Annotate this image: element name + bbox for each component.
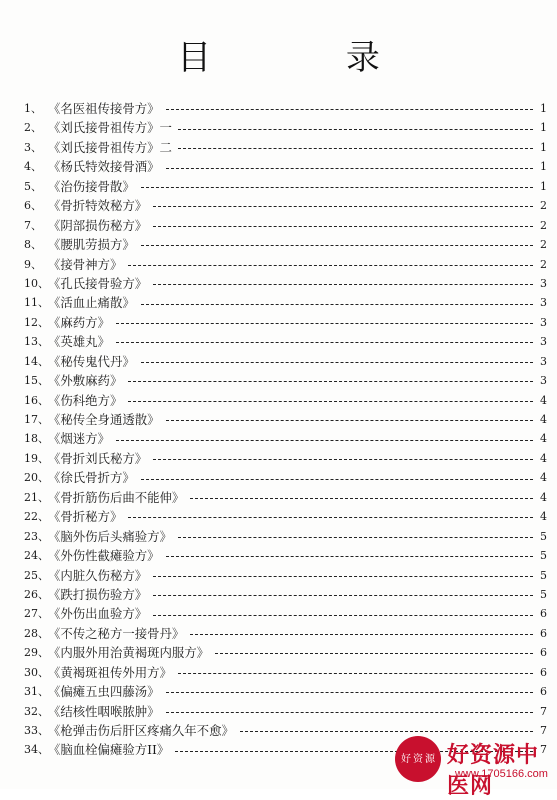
toc-entry-title: 《接骨神方》 [48, 256, 123, 272]
toc-entry-number: 21、 [24, 490, 49, 504]
seal-logo [395, 736, 441, 782]
toc-entry-title: 《腰肌劳损方》 [48, 237, 135, 253]
toc-entry-title: 《结核性咽喉脓肿》 [48, 703, 160, 719]
toc-entry-number: 12、 [24, 315, 49, 329]
dotted-leader [128, 265, 533, 266]
toc-entry[interactable] [24, 624, 547, 643]
dotted-leader [153, 206, 533, 207]
seal-char: 源 [425, 753, 435, 765]
toc-entry-title: 《骨折刘氏秘方》 [48, 450, 148, 466]
toc-entry-page: 1 [540, 121, 547, 135]
watermark-site-name: 好资源中医网 [447, 743, 540, 799]
toc-entry[interactable] [24, 585, 547, 604]
toc-entry[interactable] [24, 604, 547, 623]
toc-entry[interactable] [24, 488, 547, 507]
dotted-leader [116, 440, 533, 441]
dotted-leader [178, 129, 533, 130]
dotted-leader [153, 226, 533, 227]
toc-entry-number: 19、 [24, 451, 49, 465]
dotted-leader [153, 459, 533, 460]
dotted-leader [141, 304, 533, 305]
toc-entry-page: 7 [540, 743, 547, 757]
toc-entry-page: 1 [540, 160, 547, 174]
watermark-url: www.1705166.com [455, 768, 548, 780]
toc-entry-title: 《脑血栓偏瘫验方II》 [48, 742, 170, 758]
toc-entry[interactable] [24, 313, 547, 332]
dotted-leader [153, 595, 533, 596]
dotted-leader [178, 537, 533, 538]
toc-entry-title: 《枪弹击伤后肝区疼痛久年不愈》 [48, 723, 234, 738]
toc-entry-title: 《不传之秘方一接骨丹》 [48, 625, 185, 641]
toc-entry-title: 《徐氏骨折方》 [48, 470, 135, 486]
toc-entry-page: 2 [540, 199, 547, 213]
toc-entry-title: 《伤科绝方》 [48, 392, 123, 408]
toc-entry-title: 《脑外伤后头痛验方》 [48, 528, 172, 544]
toc-entry[interactable] [24, 643, 547, 662]
toc-entry-page: 6 [540, 685, 547, 699]
toc-entry-number: 22、 [24, 510, 49, 524]
dotted-leader [215, 653, 533, 654]
dotted-leader [153, 284, 533, 285]
toc-entry-title: 《刘氏接骨祖传方》一 [48, 120, 172, 136]
dotted-leader [166, 556, 533, 557]
toc-entry-title: 《刘氏接骨祖传方》二 [48, 139, 172, 155]
toc-entry[interactable] [24, 157, 547, 176]
toc-entry-page: 3 [540, 276, 547, 290]
dotted-leader [240, 731, 533, 732]
toc-entry-page: 3 [540, 354, 547, 368]
toc-entry-number: 1、 [24, 102, 42, 115]
toc-entry[interactable] [24, 352, 547, 371]
toc-entry[interactable] [24, 255, 547, 274]
dotted-leader [141, 479, 533, 480]
toc-entry-title: 《孔氏接骨验方》 [48, 275, 148, 291]
toc-entry-page: 2 [540, 218, 547, 232]
toc-entry[interactable] [24, 507, 547, 526]
dotted-leader [141, 245, 533, 246]
dotted-leader [116, 323, 533, 324]
toc-entry-page: 4 [540, 413, 547, 426]
seal-char: 资 [413, 753, 423, 765]
toc-entry-number: 14、 [24, 354, 49, 368]
dotted-leader [153, 615, 533, 616]
toc-entry-number: 24、 [24, 549, 49, 563]
toc-entry-title: 《治伤接骨散》 [48, 178, 135, 194]
toc-entry-number: 17、 [24, 413, 49, 426]
toc-entry-page: 3 [540, 296, 547, 310]
toc-entry[interactable] [24, 371, 547, 390]
toc-entry-page: 2 [540, 238, 547, 252]
toc-entry[interactable] [24, 663, 547, 682]
toc-entry[interactable] [24, 274, 547, 293]
toc-entry-page: 1 [540, 102, 547, 115]
toc-entry-number: 33、 [24, 724, 49, 737]
toc-entry-number: 4、 [24, 160, 42, 174]
toc-entry-number: 6、 [24, 199, 42, 213]
toc-entry-title: 《外伤出血验方》 [48, 606, 148, 622]
page-title: 目 录 [177, 38, 442, 78]
toc-entry[interactable] [24, 196, 547, 215]
toc-entry[interactable] [24, 429, 547, 448]
toc-entry-title: 《内脏久伤秘方》 [48, 567, 148, 583]
dotted-leader [128, 517, 533, 518]
toc-entry-number: 31、 [24, 685, 49, 699]
toc-entry-page: 4 [540, 510, 547, 524]
dotted-leader [166, 168, 533, 169]
toc-entry-number: 5、 [24, 179, 42, 193]
dotted-leader [141, 187, 533, 188]
toc-entry-page: 4 [540, 432, 547, 446]
toc-entry-number: 7、 [24, 218, 42, 232]
toc-entry-number: 16、 [24, 393, 49, 407]
toc-entry-number: 15、 [24, 374, 49, 388]
toc-entry-title: 《活血止痛散》 [48, 295, 135, 311]
toc-entry-number: 9、 [24, 257, 42, 271]
toc-entry-page: 5 [540, 529, 547, 543]
toc-entry-page: 2 [540, 257, 547, 271]
toc-entry-title: 《名医祖传接骨方》 [48, 101, 160, 116]
toc-entry-page: 6 [540, 607, 547, 621]
toc-entry-page: 6 [540, 626, 547, 640]
toc-entry[interactable] [24, 546, 547, 565]
toc-entry[interactable] [24, 702, 547, 721]
toc-entry-title: 《秘传鬼代丹》 [48, 353, 135, 369]
toc-entry-number: 13、 [24, 335, 49, 349]
toc-entry[interactable] [24, 468, 547, 487]
toc-entry-title: 《麻药方》 [48, 314, 110, 330]
toc-entry[interactable] [24, 99, 547, 118]
toc-entry-page: 4 [540, 451, 547, 465]
toc-entry[interactable] [24, 332, 547, 351]
toc-entry-page: 4 [540, 393, 547, 407]
toc-entry-number: 3、 [24, 140, 42, 154]
dotted-leader [178, 673, 533, 674]
toc-entry-title: 《阴部损伤秘方》 [48, 217, 148, 233]
toc-entry-page: 5 [540, 587, 547, 601]
dotted-leader [128, 381, 533, 382]
dotted-leader [166, 109, 533, 110]
toc-entry-title: 《外伤性截瘫验方》 [48, 548, 160, 564]
toc-entry-title: 《骨折秘方》 [48, 509, 123, 525]
toc-entry-number: 2、 [24, 121, 42, 135]
toc-entry-page: 3 [540, 374, 547, 388]
toc-entry-title: 《黄褐斑祖传外用方》 [48, 664, 172, 680]
toc-entry-page: 3 [540, 315, 547, 329]
toc-entry-title: 《外敷麻药》 [48, 373, 123, 389]
dotted-leader [166, 692, 533, 693]
toc-entry-title: 《偏瘫五虫四藤汤》 [48, 684, 160, 700]
toc-entry-number: 18、 [24, 432, 49, 446]
toc-entry-number: 23、 [24, 529, 49, 543]
dotted-leader [128, 401, 533, 402]
toc-entry-number: 10、 [24, 276, 49, 290]
dotted-leader [153, 576, 533, 577]
seal-char: 好 [401, 753, 411, 765]
toc-entry-number: 25、 [24, 568, 49, 582]
toc-entry-page: 1 [540, 140, 547, 154]
dotted-leader [166, 712, 533, 713]
table-of-contents [24, 99, 547, 760]
toc-entry[interactable] [24, 527, 547, 546]
toc-entry-page: 5 [540, 549, 547, 563]
toc-entry-page: 1 [540, 179, 547, 193]
toc-entry-number: 30、 [24, 665, 49, 679]
toc-entry[interactable] [24, 449, 547, 468]
toc-entry[interactable] [24, 216, 547, 235]
dotted-leader [178, 148, 533, 149]
toc-entry-title: 《英雄丸》 [48, 334, 110, 350]
dotted-leader [116, 342, 533, 343]
toc-entry[interactable] [24, 138, 547, 157]
toc-entry-number: 8、 [24, 238, 42, 252]
toc-entry-page: 7 [540, 704, 547, 718]
toc-entry-title: 《烟迷方》 [48, 431, 110, 447]
toc-entry-number: 28、 [24, 626, 49, 640]
toc-entry-number: 20、 [24, 471, 49, 485]
toc-entry-number: 32、 [24, 704, 49, 718]
toc-entry[interactable] [24, 566, 547, 585]
toc-entry[interactable] [24, 391, 547, 410]
dotted-leader [190, 634, 533, 635]
toc-entry-title: 《秘传全身通透散》 [48, 412, 160, 427]
toc-entry-page: 6 [540, 646, 547, 660]
toc-entry-title: 《杨氏特效接骨酒》 [48, 159, 160, 175]
toc-entry-page: 6 [540, 665, 547, 679]
toc-entry-number: 11、 [24, 296, 49, 310]
dotted-leader [190, 498, 533, 499]
toc-entry-title: 《跌打损伤验方》 [48, 586, 148, 602]
dotted-leader [141, 362, 533, 363]
toc-entry-page: 4 [540, 471, 547, 485]
toc-entry-number: 34、 [24, 743, 49, 757]
toc-entry-title: 《骨折筋伤后曲不能伸》 [48, 489, 185, 505]
toc-entry[interactable] [24, 410, 547, 429]
toc-entry[interactable] [24, 177, 547, 196]
toc-entry-number: 27、 [24, 607, 49, 621]
site-watermark [395, 736, 553, 799]
toc-entry[interactable] [24, 293, 547, 312]
toc-entry[interactable] [24, 682, 547, 701]
toc-entry-page: 5 [540, 568, 547, 582]
dotted-leader [166, 420, 533, 421]
toc-entry[interactable] [24, 118, 547, 137]
toc-entry-title: 《内服外用治黄褐斑内服方》 [48, 645, 210, 661]
toc-entry-page: 7 [540, 724, 547, 737]
toc-entry-page: 3 [540, 335, 547, 349]
toc-entry-title: 《骨折特效秘方》 [48, 198, 148, 214]
toc-entry-number: 26、 [24, 587, 49, 601]
toc-entry[interactable] [24, 235, 547, 254]
toc-entry-number: 29、 [24, 646, 49, 660]
toc-entry-page: 4 [540, 490, 547, 504]
